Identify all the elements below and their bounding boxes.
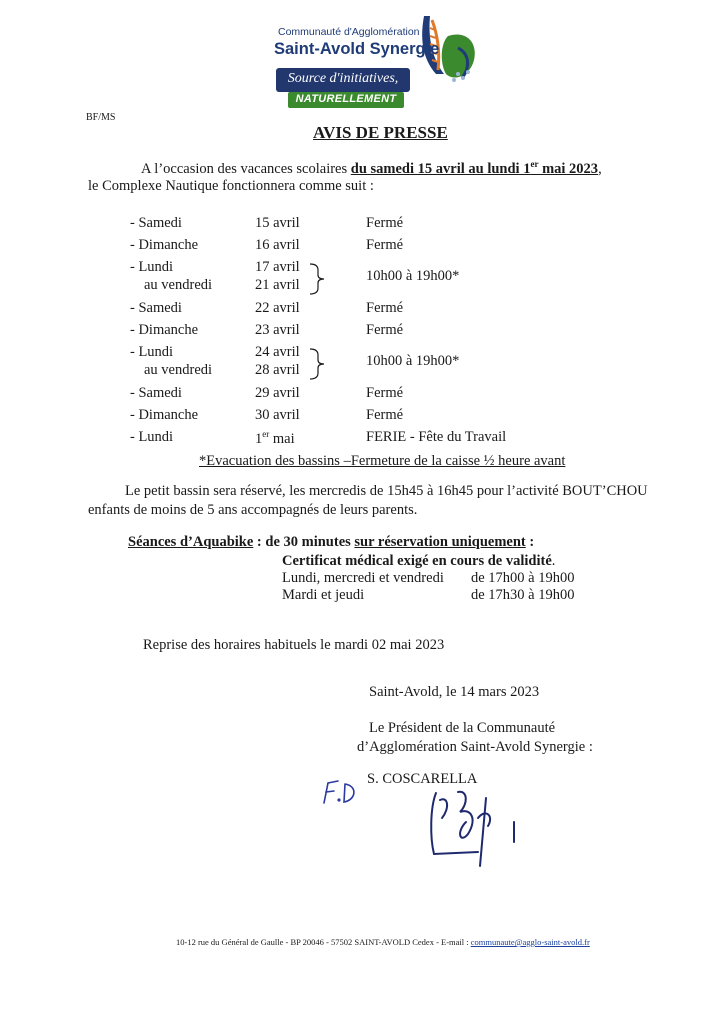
schedule-date: 24 avril [255,344,300,360]
aquabike-certificate-end: . [551,553,556,569]
petit-bassin-line1: Le petit bassin sera réservé, les mercredis de 15h45 à 16h45 pour l’activité BOUT’CHOU [125,483,648,499]
handwritten-signature [318,778,558,878]
schedule-day: - Samedi [130,215,182,231]
schedule-status: 10h00 à 19h00* [366,353,460,369]
schedule-date-sup: er [262,429,270,439]
schedule-date: 29 avril [255,385,300,401]
schedule-day2: au vendredi [144,362,213,378]
schedule-status: 10h00 à 19h00* [366,268,460,284]
intro-comma: , [598,160,602,177]
footer-email-link[interactable]: communaute@agglo-saint-avold.fr [470,937,590,947]
schedule-date [255,429,295,448]
schedule-status: Fermé [366,215,404,231]
intro-line2: le Complexe Nautique fonctionnera comme suit : [88,178,374,194]
brace-icon [306,347,328,381]
schedule-day2: au vendredi [144,277,213,293]
aquabike-certificate-text: Certificat médical exigé en cours de validité [282,553,552,569]
schedule-day: - Lundi [130,259,174,275]
signatory-role-line1: Le Président de la Communauté [369,720,556,736]
schedule-date: 23 avril [255,322,300,338]
schedule-date-num: 1 [255,430,263,447]
footer-address [176,937,590,947]
aquabike-hours: de 17h00 à 19h00 [471,570,575,586]
schedule-date: 16 avril [255,237,300,253]
schedule-day: - Lundi [130,429,174,445]
schedule-date2: 21 avril [255,277,300,293]
schedule-date2: 28 avril [255,362,300,378]
schedule-status: Fermé [366,322,404,338]
schedule-day: - Samedi [130,385,182,401]
logo-slogan2-box [288,92,404,108]
intro-period [351,161,598,177]
aquabike-end: : [525,534,535,550]
signatory-role-line2: d’Agglomération Saint-Avold Synergie : [357,739,593,755]
schedule-date: 22 avril [255,300,300,316]
signatory-name: S. COSCARELLA [367,771,478,787]
aquabike-heading [128,534,534,551]
intro-lead: A l’occasion des vacances scolaires [141,160,351,177]
schedule-date: 30 avril [255,407,300,423]
document-reference: BF/MS [86,112,116,123]
aquabike-days: Lundi, mercredi et vendredi [282,570,444,586]
aquabike-emph: sur réservation uniquement [354,534,526,550]
schedule-date-rest: mai [269,430,295,447]
schedule-status: FERIE - Fête du Travail [366,429,507,445]
aquabike-hours: de 17h30 à 19h00 [471,587,575,603]
schedule-date: 15 avril [255,215,300,231]
petit-bassin-line2: enfants de moins de 5 ans accompagnés de leurs parents. [88,502,418,518]
schedule-day: - Dimanche [130,237,199,253]
schedule-status: Fermé [366,237,404,253]
evacuation-note: *Evacuation des bassins –Fermeture de la caisse ½ heure avant [199,453,566,469]
reprise-note: Reprise des horaires habituels le mardi 02 mai 2023 [143,637,445,653]
logo-slogan-box [276,68,410,92]
intro-period-sup: er [530,159,539,169]
intro-line1 [141,159,602,178]
logo-text-line2: Saint-Avold Synergie [274,40,440,58]
aquabike-mid: : de 30 minutes [253,534,355,550]
schedule-date: 17 avril [255,259,300,275]
page-title: AVIS DE PRESSE [313,123,448,142]
schedule-day: - Dimanche [130,407,199,423]
aquabike-certificate [282,553,555,570]
intro-period-b: mai 2023 [538,160,599,177]
intro-period-a: du samedi 15 avril au lundi 1 [350,160,531,177]
schedule-status: Fermé [366,407,404,423]
brace-icon [306,262,328,296]
schedule-day: - Dimanche [130,322,199,338]
schedule-status: Fermé [366,300,404,316]
schedule-day: - Samedi [130,300,182,316]
place-date: Saint-Avold, le 14 mars 2023 [369,684,540,700]
logo-text-line1: Communauté d'Agglomération [278,26,420,38]
logo-slogan: Source d'initiatives, [287,71,399,86]
schedule-day: - Lundi [130,344,174,360]
footer-address-text: 10-12 rue du Général de Gaulle - BP 20046 - 57502 SAINT-AVOLD Cedex - E-mail : [176,937,471,947]
aquabike-days: Mardi et jeudi [282,587,365,603]
initials-fd-mark [324,781,354,803]
logo-slogan2: NATURELLEMENT [295,93,397,105]
aquabike-label: Séances d’Aquabike [128,534,254,550]
schedule-status: Fermé [366,385,404,401]
